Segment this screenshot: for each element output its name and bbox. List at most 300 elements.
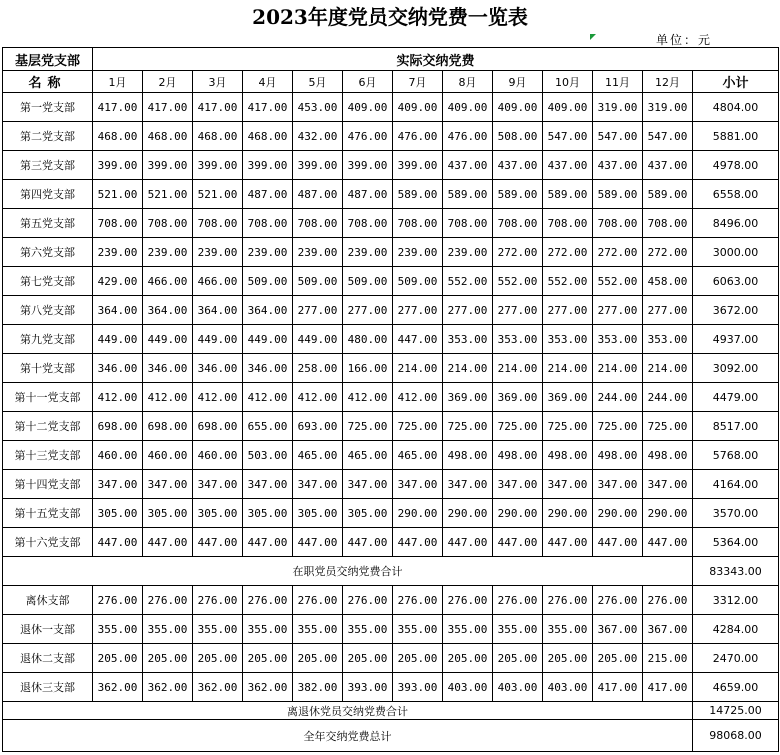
month-value: 698.00 xyxy=(93,412,143,441)
month-value: 708.00 xyxy=(543,209,593,238)
month-value: 347.00 xyxy=(193,470,243,499)
month-value: 347.00 xyxy=(593,470,643,499)
branch-name: 第九党支部 xyxy=(3,325,93,354)
month-value: 498.00 xyxy=(643,441,693,470)
month-value: 447.00 xyxy=(493,528,543,557)
org-header: 基层党支部 xyxy=(3,48,93,71)
month-value: 412.00 xyxy=(393,383,443,412)
month-value: 277.00 xyxy=(593,296,643,325)
month-value: 272.00 xyxy=(543,238,593,267)
month-value: 205.00 xyxy=(443,644,493,673)
month-value: 214.00 xyxy=(443,354,493,383)
active-sum-row-value: 83343.00 xyxy=(693,557,779,586)
month-value: 205.00 xyxy=(243,644,293,673)
month-value: 466.00 xyxy=(193,267,243,296)
month-value: 708.00 xyxy=(393,209,443,238)
month-value: 305.00 xyxy=(343,499,393,528)
row-subtotal: 3672.00 xyxy=(693,296,779,325)
month-value: 347.00 xyxy=(643,470,693,499)
month-value: 239.00 xyxy=(143,238,193,267)
month-header: 5月 xyxy=(293,71,343,93)
month-value: 272.00 xyxy=(593,238,643,267)
month-value: 589.00 xyxy=(493,180,543,209)
month-value: 412.00 xyxy=(93,383,143,412)
unit-row xyxy=(0,34,780,47)
month-value: 347.00 xyxy=(443,470,493,499)
month-value: 708.00 xyxy=(493,209,543,238)
month-value: 355.00 xyxy=(343,615,393,644)
month-value: 447.00 xyxy=(143,528,193,557)
month-value: 346.00 xyxy=(143,354,193,383)
month-value: 369.00 xyxy=(543,383,593,412)
table-row xyxy=(3,354,779,383)
month-value: 655.00 xyxy=(243,412,293,441)
month-value: 708.00 xyxy=(243,209,293,238)
grand-total-row-label: 全年交纳党费总计 xyxy=(3,720,693,752)
table-row xyxy=(3,122,779,151)
month-value: 552.00 xyxy=(493,267,543,296)
month-value: 362.00 xyxy=(93,673,143,702)
month-value: 355.00 xyxy=(93,615,143,644)
month-value: 347.00 xyxy=(93,470,143,499)
month-value: 725.00 xyxy=(393,412,443,441)
month-value: 498.00 xyxy=(443,441,493,470)
row-subtotal: 5881.00 xyxy=(693,122,779,151)
month-value: 364.00 xyxy=(243,296,293,325)
month-value: 290.00 xyxy=(643,499,693,528)
table-row xyxy=(3,325,779,354)
month-value: 437.00 xyxy=(643,151,693,180)
month-value: 447.00 xyxy=(393,325,443,354)
name-header: 名称 xyxy=(3,71,93,93)
month-value: 239.00 xyxy=(193,238,243,267)
group-header: 实际交纳党费 xyxy=(93,48,779,71)
header-row-months xyxy=(3,71,779,93)
row-subtotal: 8517.00 xyxy=(693,412,779,441)
month-value: 725.00 xyxy=(343,412,393,441)
month-value: 393.00 xyxy=(343,673,393,702)
month-value: 412.00 xyxy=(293,383,343,412)
branch-name: 第八党支部 xyxy=(3,296,93,325)
branch-name: 第十一党支部 xyxy=(3,383,93,412)
month-value: 239.00 xyxy=(293,238,343,267)
month-value: 547.00 xyxy=(593,122,643,151)
table-row xyxy=(3,586,779,615)
month-value: 429.00 xyxy=(93,267,143,296)
month-value: 417.00 xyxy=(243,93,293,122)
month-value: 205.00 xyxy=(593,644,643,673)
month-value: 244.00 xyxy=(643,383,693,412)
month-value: 355.00 xyxy=(393,615,443,644)
month-value: 364.00 xyxy=(193,296,243,325)
month-value: 305.00 xyxy=(143,499,193,528)
month-value: 319.00 xyxy=(643,93,693,122)
month-value: 290.00 xyxy=(443,499,493,528)
row-subtotal: 4804.00 xyxy=(693,93,779,122)
row-subtotal: 5768.00 xyxy=(693,441,779,470)
month-value: 589.00 xyxy=(643,180,693,209)
month-value: 355.00 xyxy=(293,615,343,644)
row-subtotal: 6063.00 xyxy=(693,267,779,296)
month-value: 353.00 xyxy=(493,325,543,354)
month-value: 367.00 xyxy=(643,615,693,644)
month-value: 277.00 xyxy=(343,296,393,325)
month-header: 3月 xyxy=(193,71,243,93)
month-value: 362.00 xyxy=(243,673,293,702)
table-row xyxy=(3,238,779,267)
retired-sum-row-label: 离退休党员交纳党费合计 xyxy=(3,702,693,720)
row-subtotal: 4937.00 xyxy=(693,325,779,354)
month-value: 708.00 xyxy=(93,209,143,238)
month-value: 244.00 xyxy=(593,383,643,412)
month-value: 399.00 xyxy=(293,151,343,180)
month-value: 468.00 xyxy=(143,122,193,151)
month-value: 409.00 xyxy=(493,93,543,122)
table-row xyxy=(3,644,779,673)
branch-name: 离休支部 xyxy=(3,586,93,615)
month-value: 447.00 xyxy=(543,528,593,557)
month-value: 468.00 xyxy=(243,122,293,151)
row-subtotal: 4479.00 xyxy=(693,383,779,412)
month-value: 277.00 xyxy=(543,296,593,325)
month-value: 503.00 xyxy=(243,441,293,470)
month-header: 1月 xyxy=(93,71,143,93)
month-value: 725.00 xyxy=(593,412,643,441)
month-header: 12月 xyxy=(643,71,693,93)
month-value: 508.00 xyxy=(493,122,543,151)
month-value: 399.00 xyxy=(343,151,393,180)
branch-name: 第十三党支部 xyxy=(3,441,93,470)
month-value: 205.00 xyxy=(193,644,243,673)
month-value: 277.00 xyxy=(393,296,443,325)
month-value: 205.00 xyxy=(493,644,543,673)
month-value: 466.00 xyxy=(143,267,193,296)
row-subtotal: 3570.00 xyxy=(693,499,779,528)
month-value: 215.00 xyxy=(643,644,693,673)
month-header: 11月 xyxy=(593,71,643,93)
month-value: 369.00 xyxy=(493,383,543,412)
month-value: 347.00 xyxy=(243,470,293,499)
subtotal-header: 小计 xyxy=(693,71,779,93)
month-value: 447.00 xyxy=(393,528,443,557)
month-value: 487.00 xyxy=(293,180,343,209)
month-value: 409.00 xyxy=(343,93,393,122)
month-value: 239.00 xyxy=(393,238,443,267)
table-row xyxy=(3,499,779,528)
month-value: 476.00 xyxy=(343,122,393,151)
month-value: 353.00 xyxy=(443,325,493,354)
month-value: 305.00 xyxy=(293,499,343,528)
row-subtotal: 8496.00 xyxy=(693,209,779,238)
month-value: 205.00 xyxy=(543,644,593,673)
month-value: 403.00 xyxy=(443,673,493,702)
branch-name: 第六党支部 xyxy=(3,238,93,267)
table-row xyxy=(3,673,779,702)
month-value: 362.00 xyxy=(193,673,243,702)
month-value: 353.00 xyxy=(593,325,643,354)
month-value: 412.00 xyxy=(193,383,243,412)
branch-name: 退休三支部 xyxy=(3,673,93,702)
month-value: 355.00 xyxy=(243,615,293,644)
month-value: 355.00 xyxy=(493,615,543,644)
month-value: 276.00 xyxy=(143,586,193,615)
branch-name: 第十四党支部 xyxy=(3,470,93,499)
month-value: 276.00 xyxy=(93,586,143,615)
row-subtotal: 3312.00 xyxy=(693,586,779,615)
month-value: 277.00 xyxy=(443,296,493,325)
branch-name: 第五党支部 xyxy=(3,209,93,238)
month-value: 393.00 xyxy=(393,673,443,702)
table-row xyxy=(3,412,779,441)
month-value: 725.00 xyxy=(443,412,493,441)
grand-total-row-value: 98068.00 xyxy=(693,720,779,752)
month-value: 277.00 xyxy=(493,296,543,325)
month-value: 725.00 xyxy=(643,412,693,441)
month-value: 362.00 xyxy=(143,673,193,702)
month-value: 708.00 xyxy=(643,209,693,238)
month-value: 476.00 xyxy=(393,122,443,151)
table-row xyxy=(3,470,779,499)
month-value: 347.00 xyxy=(493,470,543,499)
month-value: 708.00 xyxy=(143,209,193,238)
month-value: 409.00 xyxy=(543,93,593,122)
month-value: 449.00 xyxy=(143,325,193,354)
month-value: 437.00 xyxy=(543,151,593,180)
month-value: 214.00 xyxy=(543,354,593,383)
month-value: 353.00 xyxy=(643,325,693,354)
month-value: 589.00 xyxy=(443,180,493,209)
month-value: 412.00 xyxy=(243,383,293,412)
month-value: 347.00 xyxy=(343,470,393,499)
month-value: 521.00 xyxy=(143,180,193,209)
month-value: 205.00 xyxy=(293,644,343,673)
month-value: 290.00 xyxy=(493,499,543,528)
grand-total-row xyxy=(3,720,779,752)
month-value: 399.00 xyxy=(393,151,443,180)
month-value: 708.00 xyxy=(593,209,643,238)
table-row xyxy=(3,383,779,412)
month-value: 355.00 xyxy=(193,615,243,644)
month-value: 214.00 xyxy=(393,354,443,383)
active-sum-row xyxy=(3,557,779,586)
month-value: 589.00 xyxy=(593,180,643,209)
month-value: 698.00 xyxy=(193,412,243,441)
month-value: 166.00 xyxy=(343,354,393,383)
branch-name: 第一党支部 xyxy=(3,93,93,122)
month-value: 589.00 xyxy=(543,180,593,209)
month-value: 547.00 xyxy=(543,122,593,151)
month-value: 449.00 xyxy=(193,325,243,354)
month-value: 277.00 xyxy=(293,296,343,325)
month-value: 347.00 xyxy=(143,470,193,499)
month-value: 521.00 xyxy=(93,180,143,209)
month-value: 465.00 xyxy=(343,441,393,470)
month-value: 276.00 xyxy=(393,586,443,615)
month-value: 487.00 xyxy=(243,180,293,209)
branch-name: 第四党支部 xyxy=(3,180,93,209)
row-subtotal: 4659.00 xyxy=(693,673,779,702)
month-value: 346.00 xyxy=(193,354,243,383)
month-value: 319.00 xyxy=(593,93,643,122)
row-subtotal: 2470.00 xyxy=(693,644,779,673)
month-value: 205.00 xyxy=(343,644,393,673)
month-value: 417.00 xyxy=(93,93,143,122)
month-value: 432.00 xyxy=(293,122,343,151)
month-value: 449.00 xyxy=(293,325,343,354)
month-value: 347.00 xyxy=(293,470,343,499)
month-value: 552.00 xyxy=(593,267,643,296)
header-row-top xyxy=(3,48,779,71)
month-value: 458.00 xyxy=(643,267,693,296)
cell-comment-marker xyxy=(590,34,596,40)
month-value: 276.00 xyxy=(293,586,343,615)
month-value: 239.00 xyxy=(243,238,293,267)
month-value: 290.00 xyxy=(593,499,643,528)
month-value: 449.00 xyxy=(243,325,293,354)
month-value: 589.00 xyxy=(393,180,443,209)
month-value: 708.00 xyxy=(443,209,493,238)
month-value: 276.00 xyxy=(343,586,393,615)
page-title: 2023年度党员交纳党费一览表 xyxy=(252,5,528,29)
month-value: 498.00 xyxy=(493,441,543,470)
month-value: 276.00 xyxy=(243,586,293,615)
branch-name: 第十六党支部 xyxy=(3,528,93,557)
month-value: 412.00 xyxy=(343,383,393,412)
month-value: 460.00 xyxy=(193,441,243,470)
month-header: 6月 xyxy=(343,71,393,93)
month-value: 305.00 xyxy=(193,499,243,528)
month-value: 693.00 xyxy=(293,412,343,441)
month-value: 364.00 xyxy=(93,296,143,325)
retired-sum-row-value: 14725.00 xyxy=(693,702,779,720)
row-subtotal: 5364.00 xyxy=(693,528,779,557)
month-value: 417.00 xyxy=(193,93,243,122)
row-subtotal: 3092.00 xyxy=(693,354,779,383)
month-value: 447.00 xyxy=(343,528,393,557)
month-value: 290.00 xyxy=(393,499,443,528)
row-subtotal: 4284.00 xyxy=(693,615,779,644)
row-subtotal: 6558.00 xyxy=(693,180,779,209)
month-value: 487.00 xyxy=(343,180,393,209)
month-value: 305.00 xyxy=(243,499,293,528)
table-row xyxy=(3,441,779,470)
month-value: 521.00 xyxy=(193,180,243,209)
month-value: 698.00 xyxy=(143,412,193,441)
month-value: 239.00 xyxy=(343,238,393,267)
month-value: 353.00 xyxy=(543,325,593,354)
table-row xyxy=(3,296,779,325)
month-value: 447.00 xyxy=(243,528,293,557)
month-value: 437.00 xyxy=(443,151,493,180)
month-value: 369.00 xyxy=(443,383,493,412)
month-value: 277.00 xyxy=(643,296,693,325)
month-value: 239.00 xyxy=(93,238,143,267)
month-value: 468.00 xyxy=(193,122,243,151)
month-value: 447.00 xyxy=(293,528,343,557)
row-subtotal: 3000.00 xyxy=(693,238,779,267)
month-value: 498.00 xyxy=(593,441,643,470)
month-value: 449.00 xyxy=(93,325,143,354)
branch-name: 第三党支部 xyxy=(3,151,93,180)
branch-name: 第十五党支部 xyxy=(3,499,93,528)
month-header: 10月 xyxy=(543,71,593,93)
active-sum-row-label: 在职党员交纳党费合计 xyxy=(3,557,693,586)
table-row xyxy=(3,209,779,238)
month-value: 552.00 xyxy=(543,267,593,296)
month-value: 547.00 xyxy=(643,122,693,151)
month-value: 447.00 xyxy=(643,528,693,557)
month-value: 258.00 xyxy=(293,354,343,383)
row-subtotal: 4164.00 xyxy=(693,470,779,499)
month-value: 276.00 xyxy=(543,586,593,615)
month-value: 399.00 xyxy=(143,151,193,180)
branch-name: 第十党支部 xyxy=(3,354,93,383)
row-subtotal: 4978.00 xyxy=(693,151,779,180)
month-value: 417.00 xyxy=(643,673,693,702)
month-value: 509.00 xyxy=(293,267,343,296)
month-value: 399.00 xyxy=(193,151,243,180)
month-value: 272.00 xyxy=(643,238,693,267)
branch-name: 第七党支部 xyxy=(3,267,93,296)
month-value: 465.00 xyxy=(393,441,443,470)
month-value: 347.00 xyxy=(393,470,443,499)
month-value: 409.00 xyxy=(393,93,443,122)
month-value: 509.00 xyxy=(393,267,443,296)
month-value: 417.00 xyxy=(143,93,193,122)
branch-name: 退休一支部 xyxy=(3,615,93,644)
month-value: 364.00 xyxy=(143,296,193,325)
month-value: 272.00 xyxy=(493,238,543,267)
month-value: 205.00 xyxy=(393,644,443,673)
month-header: 8月 xyxy=(443,71,493,93)
retired-sum-row xyxy=(3,702,779,720)
table-row xyxy=(3,267,779,296)
month-value: 460.00 xyxy=(143,441,193,470)
month-value: 417.00 xyxy=(593,673,643,702)
month-value: 239.00 xyxy=(443,238,493,267)
month-value: 355.00 xyxy=(143,615,193,644)
month-value: 399.00 xyxy=(243,151,293,180)
month-value: 399.00 xyxy=(93,151,143,180)
month-header: 4月 xyxy=(243,71,293,93)
month-value: 367.00 xyxy=(593,615,643,644)
month-value: 276.00 xyxy=(193,586,243,615)
table-row xyxy=(3,615,779,644)
month-value: 355.00 xyxy=(443,615,493,644)
month-value: 708.00 xyxy=(343,209,393,238)
month-value: 276.00 xyxy=(593,586,643,615)
month-value: 437.00 xyxy=(493,151,543,180)
month-value: 552.00 xyxy=(443,267,493,296)
month-value: 205.00 xyxy=(93,644,143,673)
month-value: 447.00 xyxy=(443,528,493,557)
month-value: 708.00 xyxy=(293,209,343,238)
month-value: 725.00 xyxy=(493,412,543,441)
month-value: 476.00 xyxy=(443,122,493,151)
month-value: 460.00 xyxy=(93,441,143,470)
month-value: 437.00 xyxy=(593,151,643,180)
month-value: 412.00 xyxy=(143,383,193,412)
month-header: 9月 xyxy=(493,71,543,93)
month-value: 205.00 xyxy=(143,644,193,673)
month-value: 708.00 xyxy=(193,209,243,238)
table-row xyxy=(3,528,779,557)
month-header: 2月 xyxy=(143,71,193,93)
month-value: 382.00 xyxy=(293,673,343,702)
month-value: 355.00 xyxy=(543,615,593,644)
month-value: 447.00 xyxy=(93,528,143,557)
month-value: 214.00 xyxy=(593,354,643,383)
